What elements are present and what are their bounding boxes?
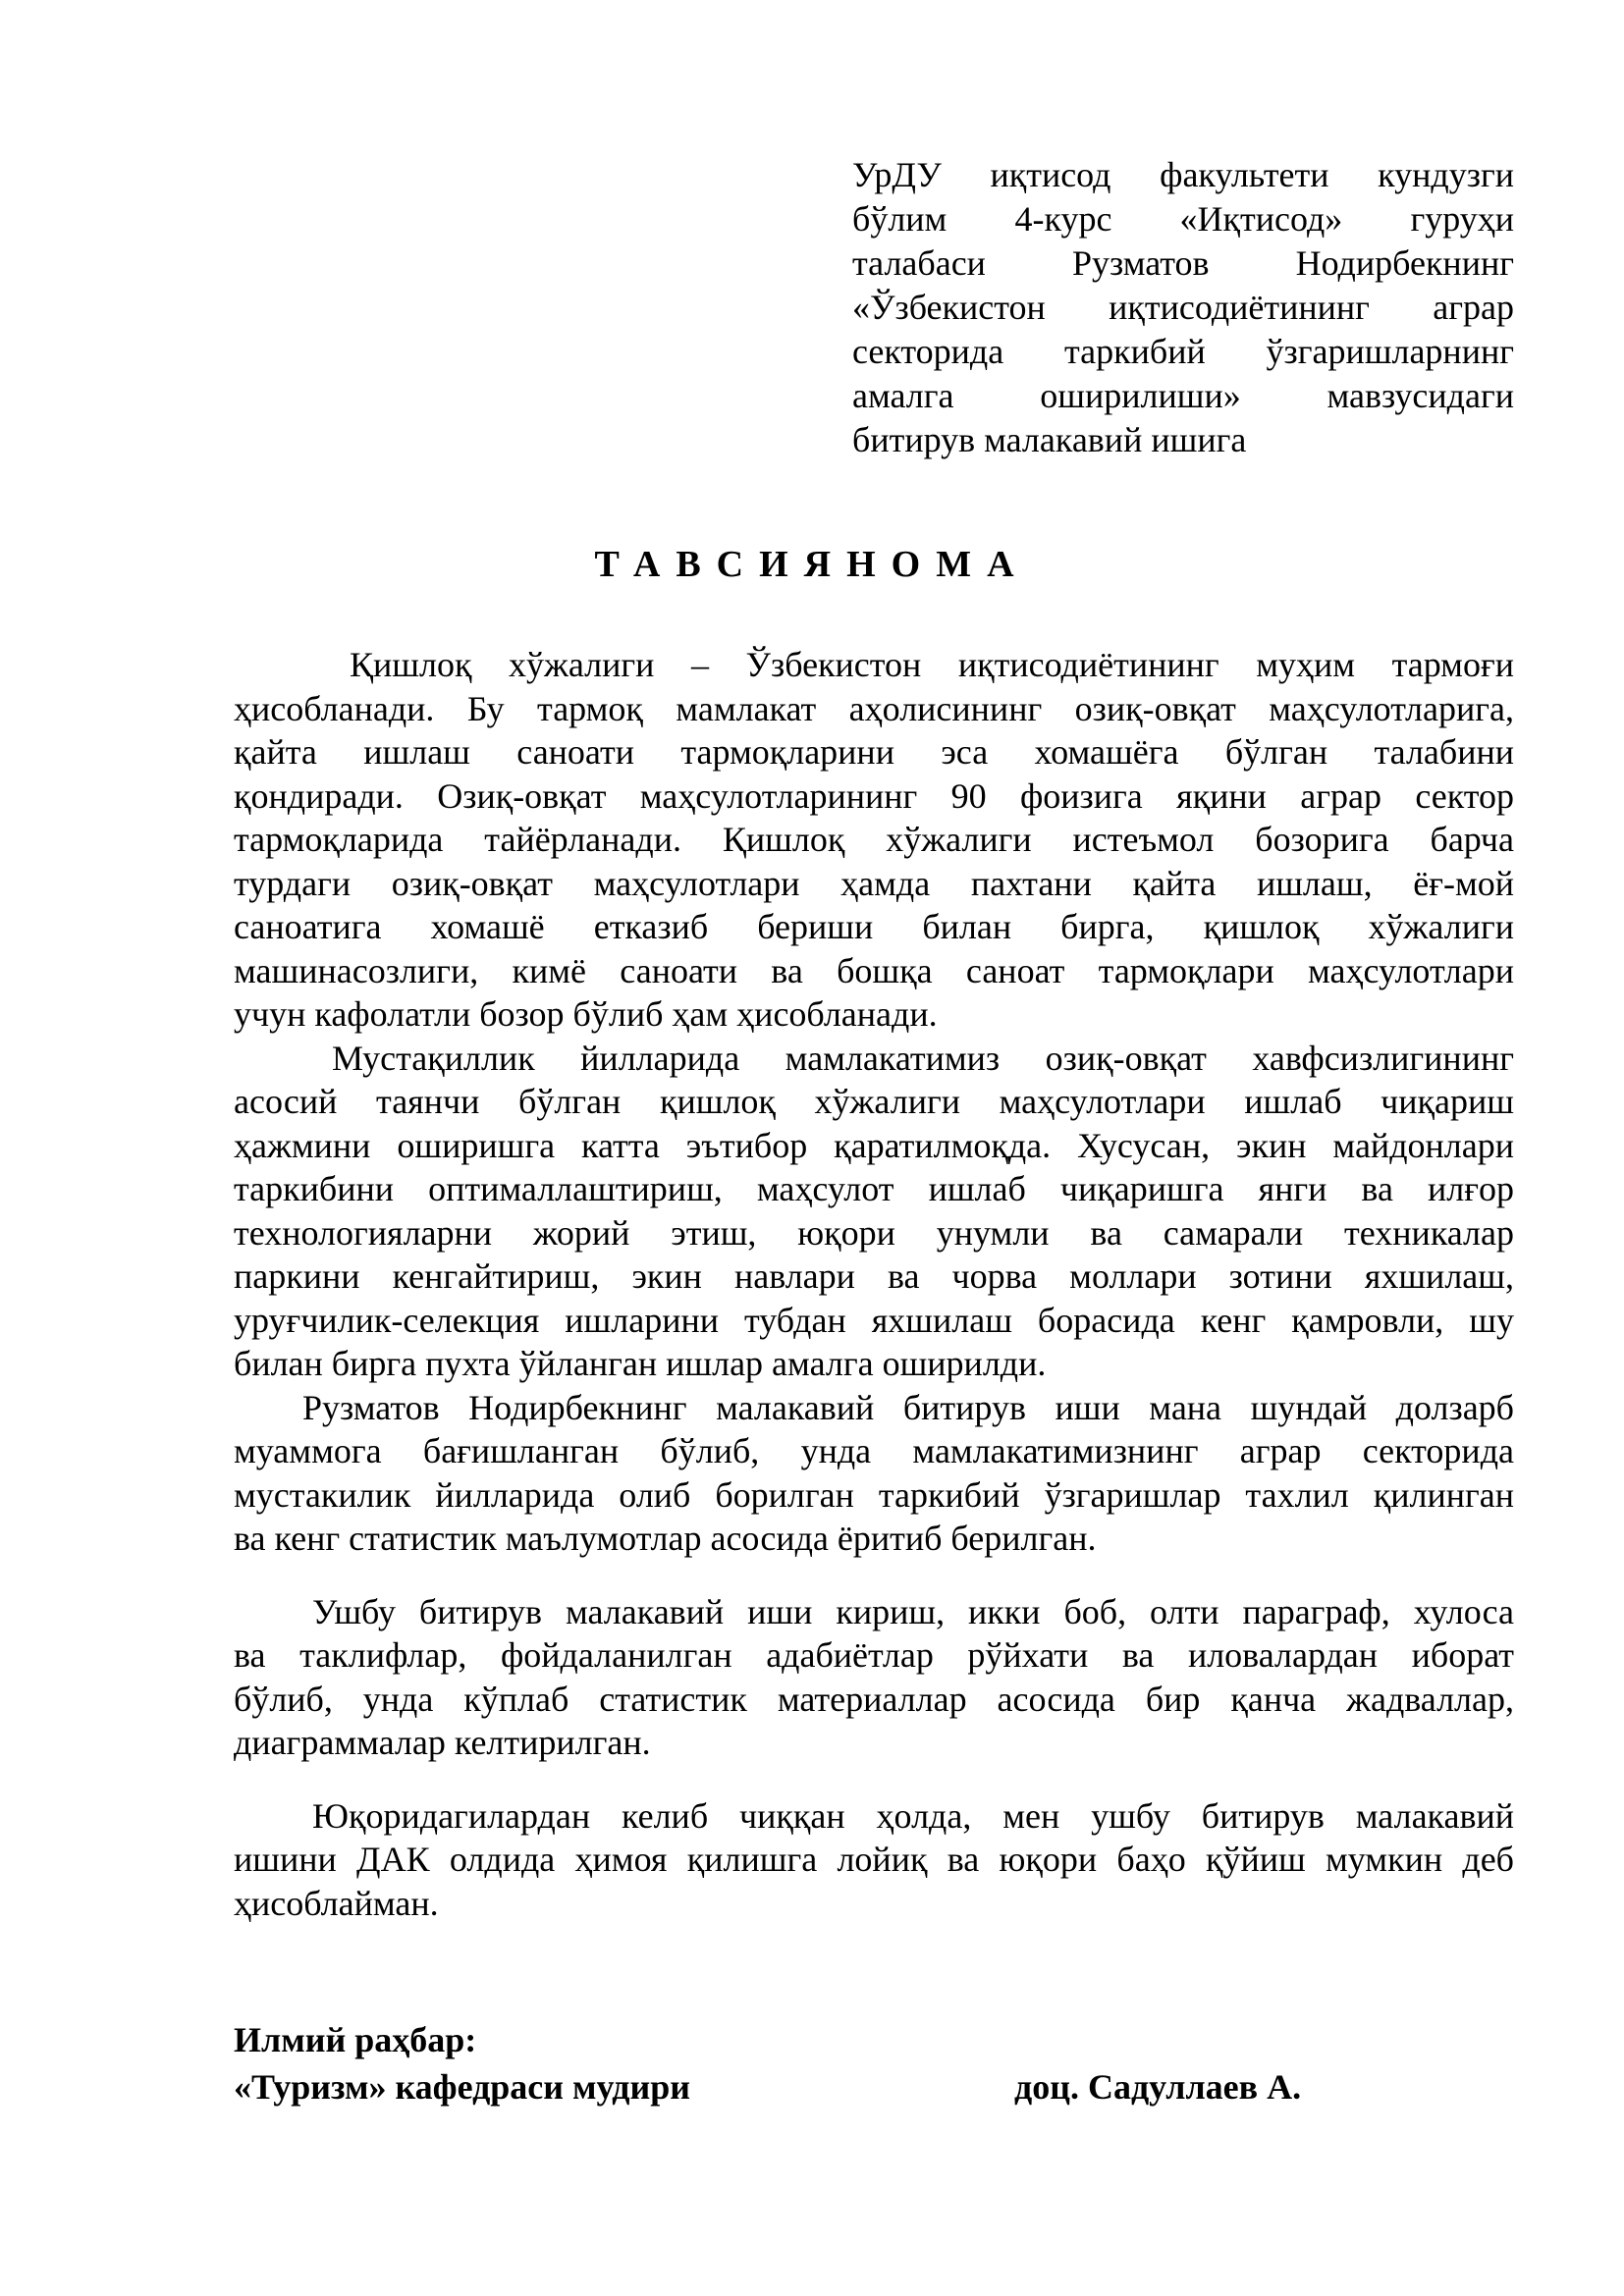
- document-body: [234, 643, 1514, 1925]
- paragraph-3: [234, 1386, 1514, 1561]
- paragraph-line: уруғчилик-селекция ишларини тубдан яхшилаш борасида кенг қамровли, шу: [234, 1300, 1514, 1340]
- paragraph-line: диаграммалар келтирилган.: [234, 1723, 651, 1762]
- paragraph-line: таркибини оптималлаштириш, маҳсулот ишлаб чиқаришга янги ва илғор: [234, 1169, 1514, 1208]
- paragraph-line: Юқоридагилардан келиб чиққан ҳолда, мен ушбу битирув малакавий: [312, 1795, 1514, 1836]
- paragraph-line: паркини кенгайтириш, экин навлари ва чорва моллари зотини яхшилаш,: [234, 1256, 1514, 1296]
- paragraph-line: Рузматов Нодирбекнинг малакавий битирув иши мана шундай долзарб: [302, 1387, 1514, 1427]
- addressee-line: УрДУ иқтисод факультети кундузги: [852, 155, 1514, 194]
- paragraph-line: билан бирга пухта ўйланган ишлар амалга оширилди.: [234, 1344, 1047, 1383]
- addressee-line: амалга оширилиши» мавзусидаги: [852, 376, 1514, 415]
- paragraph-line: қондиради. Озиқ-овқат маҳсулотларининг 90 фоизига яқини аграр сектор: [234, 775, 1514, 816]
- paragraph-line: ва таклифлар, фойдаланилган адабиётлар рўйхати ва иловалардан иборат: [234, 1635, 1514, 1675]
- paragraph-line: учун кафолатли бозор бўлиб ҳам ҳисобланади.: [234, 994, 938, 1034]
- addressee-line: секторида таркибий ўзгаришларнинг: [852, 332, 1514, 371]
- signature-role: Илмий раҳбар:: [234, 2020, 477, 2059]
- paragraph-2: [234, 1037, 1514, 1386]
- paragraph-line: Қишлоқ хўжалиги – Ўзбекистон иқтисодиётининг муҳим тармоғи: [350, 645, 1514, 684]
- paragraph-line: ишини ДАК олдида ҳимоя қилишга лойиқ ва юқори баҳо қўйиш мумкин деб: [234, 1840, 1514, 1879]
- paragraph-line: бўлиб, унда кўплаб статистик материаллар асосида бир қанча жадваллар,: [234, 1679, 1514, 1719]
- signature-department: «Туризм» кафедраси мудири: [234, 2067, 690, 2107]
- paragraph-line: қайта ишлаш саноати тармоқларини эса хомашёга бўлган талабини: [234, 732, 1514, 772]
- paragraph-line: Мустақиллик йилларида мамлакатимиз озиқ-овқат хавфсизлигининг: [332, 1038, 1514, 1078]
- addressee-line: талабаси Рузматов Нодирбекнинг: [852, 243, 1514, 283]
- paragraph-line: тармоқларида тайёрланади. Қишлоқ хўжалиги истеъмол бозорига барча: [234, 820, 1514, 859]
- paragraph-4: [234, 1590, 1514, 1765]
- paragraph-line: мустакилик йилларида олиб борилган таркибий ўзгаришлар тахлил қилинган: [234, 1474, 1514, 1515]
- document-title: ТАВСИЯНОМА: [594, 544, 1030, 585]
- paragraph-line: асосий таянчи бўлган қишлоқ хўжалиги маҳсулотлари ишлаб чиқариш: [234, 1082, 1514, 1121]
- paragraph-line: ва кенг статистик маълумотлар асосида ёритиб берилган.: [234, 1519, 1097, 1558]
- addressee-line: «Ўзбекистон иқтисодиётининг аграр: [852, 288, 1514, 327]
- paragraph-line: Ушбу битирув малакавий иши кириш, икки боб, олти параграф, хулоса: [312, 1591, 1514, 1631]
- paragraph-line: ҳисоблайман.: [234, 1883, 439, 1923]
- paragraph-line: ҳисобланади. Бу тармоқ мамлакат аҳолисининг озиқ-овқат маҳсулотларига,: [234, 688, 1514, 728]
- paragraph-1: [234, 643, 1514, 1037]
- addressee-line: бўлим 4-курс «Иқтисод» гуруҳи: [852, 199, 1514, 239]
- paragraph-line: саноатига хомашё етказиб бериши билан бирга, қишлоқ хўжалиги: [234, 907, 1514, 946]
- addressee-block: [852, 153, 1514, 462]
- signature-block: [234, 2016, 1514, 2110]
- paragraph-line: машинасозлиги, кимё саноати ва бошқа саноат тармоқлари маҳсулотлари: [234, 950, 1514, 990]
- paragraph-line: муаммога бағишланган бўлиб, унда мамлакатимизнинг аграр секторида: [234, 1431, 1514, 1470]
- paragraph-line: технологияларни жорий этиш, юқори унумли ва самарали техникалар: [234, 1212, 1514, 1253]
- addressee-line: битирув малакавий ишига: [852, 420, 1247, 459]
- signature-name: доц. Садуллаев А.: [1014, 2067, 1302, 2107]
- paragraph-line: турдаги озиқ-овқат маҳсулотлари ҳамда пахтани қайта ишлаш, ёғ-мой: [234, 863, 1514, 903]
- signature-role-row: [234, 2016, 1514, 2063]
- paragraph-line: ҳажмини оширишга катта эътибор қаратилмоқда. Хусусан, экин майдонлари: [234, 1125, 1514, 1165]
- paragraph-5: [234, 1794, 1514, 1926]
- signature-department-row: [234, 2063, 1514, 2110]
